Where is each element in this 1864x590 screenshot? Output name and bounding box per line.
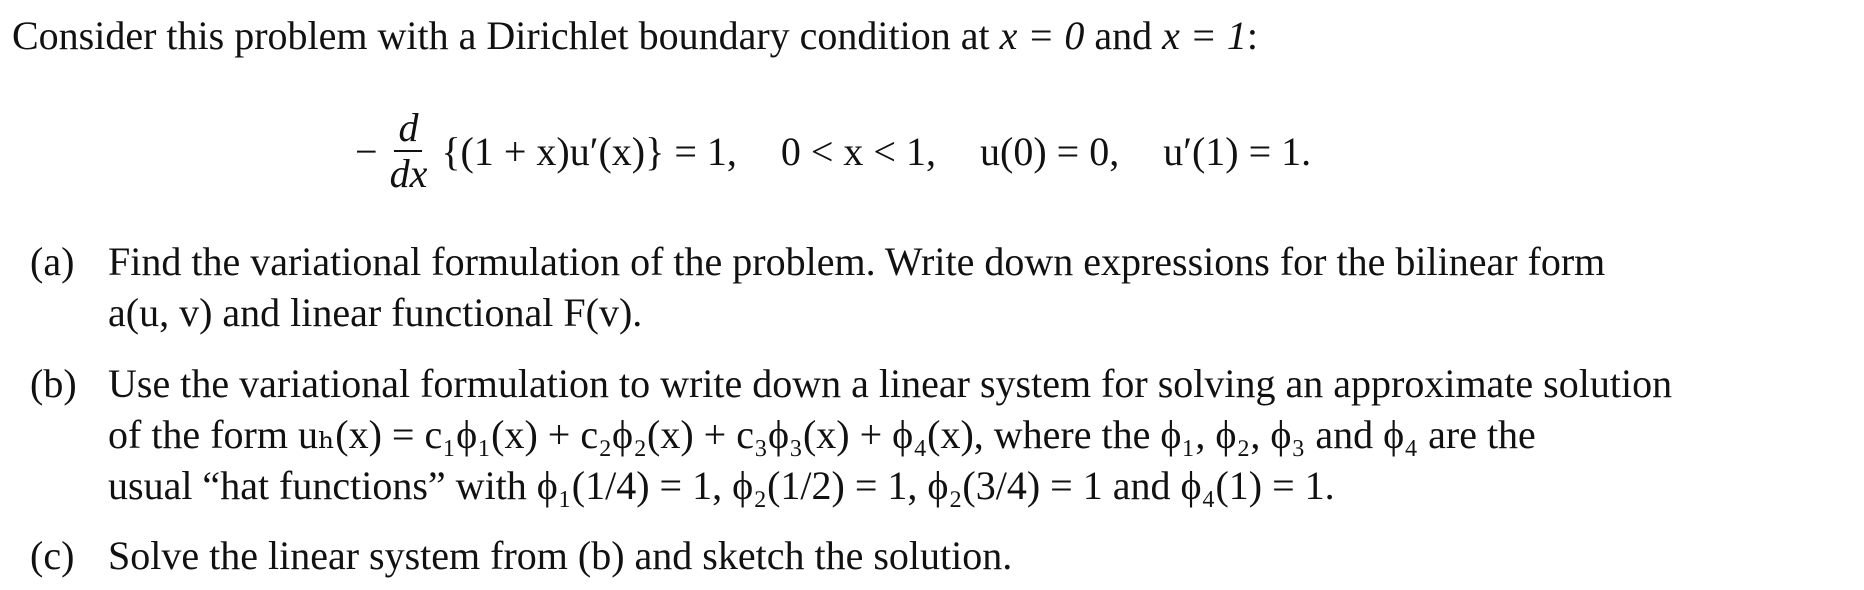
part-a-line-1: Find the variational formulation of the problem. Write down expressions for the bilinear form: [108, 239, 1606, 284]
part-b-line-1: Use the variational formulation to write down a linear system for solving an approximate solution: [108, 361, 1673, 406]
intro-sentence: [12, 12, 1258, 60]
boundary-left-condition: x = 0: [999, 13, 1085, 58]
left-boundary-condition: u(0) = 0,: [980, 128, 1120, 174]
part-b-label: (b): [30, 361, 77, 406]
differential-equation: [355, 96, 1311, 206]
derivative-fraction: [386, 106, 432, 196]
fraction-numerator: d: [394, 106, 422, 152]
minus-sign: −: [355, 128, 378, 174]
part-c-label: (c): [30, 533, 75, 578]
part-a-text: [108, 236, 1860, 338]
boundary-right-condition: x = 1: [1162, 13, 1247, 58]
part-c-text: [108, 530, 1860, 581]
part-b-line-2: of the form uₕ(x) = c₁ϕ₁(x) + c₂ϕ₂(x) + c₃ϕ₃(x) + ϕ₄(x), where the ϕ₁, ϕ₂, ϕ₃ and ϕ₄ are the: [108, 412, 1536, 457]
fraction-denominator: dx: [389, 151, 428, 196]
domain-condition: 0 < x < 1,: [780, 128, 936, 174]
part-b-line-3: usual “hat functions” with ϕ₁(1/4) = 1, ϕ₂(1/2) = 1, ϕ₂(3/4) = 1 and ϕ₄(1) = 1.: [108, 463, 1335, 508]
part-a-line-2: a(u, v) and linear functional F(v).: [108, 290, 643, 335]
part-b-text: [108, 358, 1860, 511]
part-a-label: (a): [30, 239, 75, 284]
right-boundary-condition: u′(1) = 1.: [1163, 128, 1312, 174]
intro-colon: :: [1246, 13, 1258, 58]
operator-expression: {(1 + x)u′(x)} = 1,: [441, 128, 737, 174]
intro-text: Consider this problem with a Dirichlet boundary condition at: [12, 13, 1000, 58]
intro-and: and: [1084, 13, 1163, 58]
part-c-line-1: Solve the linear system from (b) and sketch the solution.: [108, 533, 1013, 578]
